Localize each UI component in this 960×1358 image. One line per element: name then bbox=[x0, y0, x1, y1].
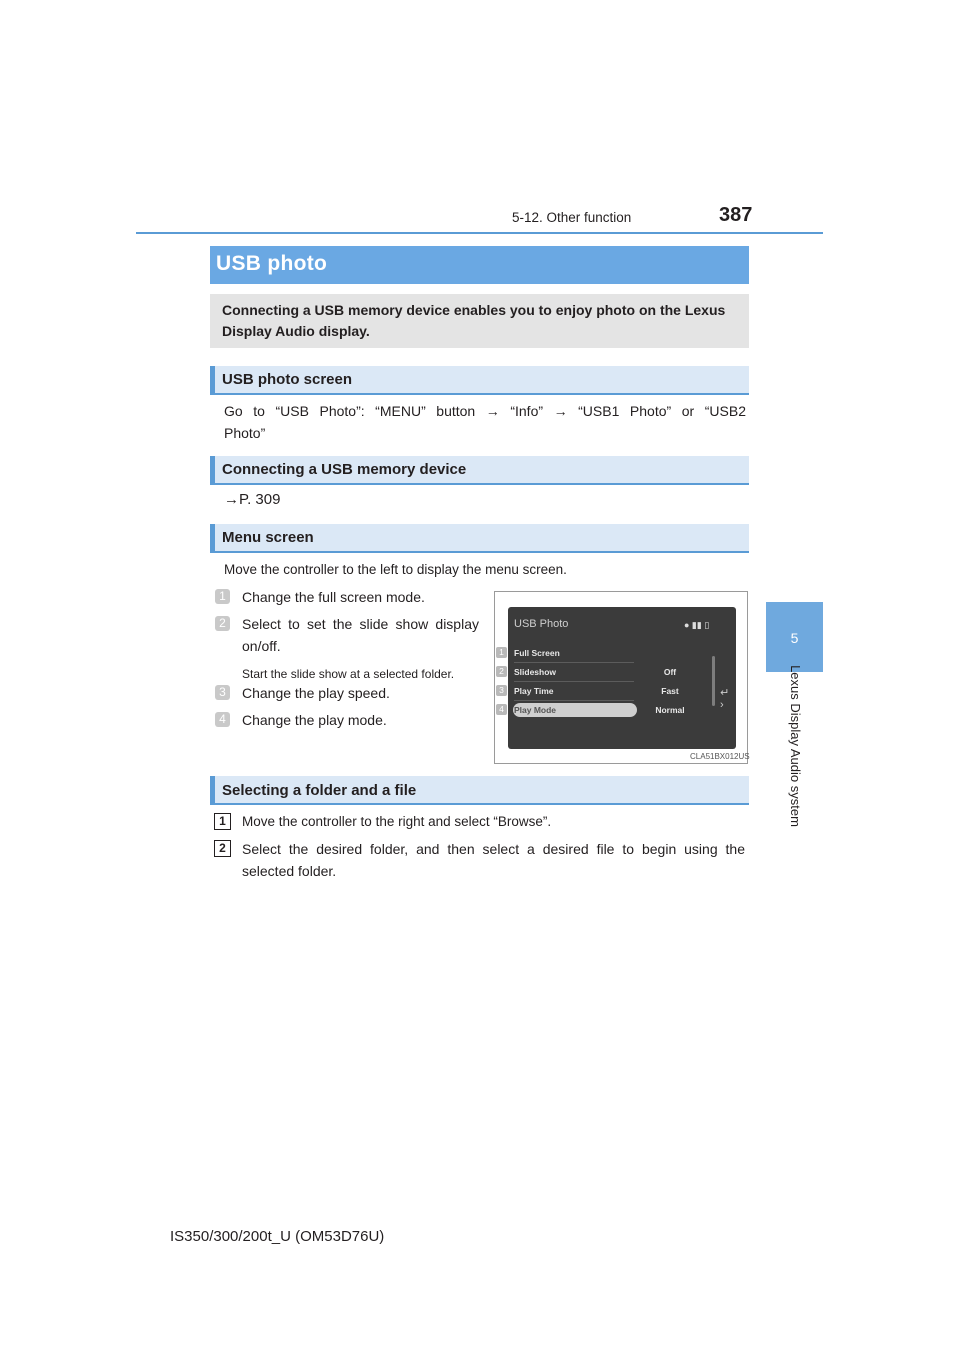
model-footer: IS350/300/200t_U (OM53D76U) bbox=[170, 1228, 385, 1245]
screen-value-play-time: Fast bbox=[661, 686, 679, 696]
screen-value-play-mode: Normal bbox=[655, 705, 685, 715]
menu-item-description: Select to set the slide show display bbox=[242, 616, 479, 632]
row-divider bbox=[514, 681, 634, 682]
section-heading-connecting: Connecting a USB memory device bbox=[222, 461, 467, 478]
chapter-tab-label: Lexus Display Audio system bbox=[788, 665, 803, 827]
signal-icon: ● ▮▮ ▯ bbox=[684, 620, 710, 630]
step-text: selected folder. bbox=[242, 863, 337, 879]
menu-item-description: on/off. bbox=[242, 638, 281, 654]
row-divider bbox=[514, 700, 634, 701]
page-reference-link[interactable]: →P. 309 bbox=[224, 491, 281, 508]
scroll-indicator bbox=[712, 656, 715, 706]
screen-menu-slideshow: Slideshow bbox=[514, 667, 557, 677]
screen-callout-number: 4 bbox=[496, 704, 507, 715]
screen-menu-play-time: Play Time bbox=[514, 686, 554, 696]
section-heading-stripe bbox=[210, 456, 215, 485]
step-number: 1 bbox=[214, 813, 231, 830]
section-heading-stripe bbox=[210, 776, 215, 805]
menu-item-description: Change the play mode. bbox=[242, 712, 387, 728]
menu-screen-instruction: Move the controller to the left to display the menu screen. bbox=[224, 562, 567, 577]
intro-text: Connecting a USB memory device enables you to enjoy photo on the Lexus Display Audio display. bbox=[222, 302, 726, 339]
page-title: USB photo bbox=[216, 252, 328, 275]
screen-title: USB Photo bbox=[514, 618, 569, 630]
step-number: 2 bbox=[214, 840, 231, 857]
row-divider bbox=[514, 662, 634, 663]
screen-callout-number: 2 bbox=[496, 666, 507, 677]
section-heading-menu-screen: Menu screen bbox=[222, 529, 314, 546]
running-header-section: 5-12. Other function bbox=[512, 210, 632, 225]
callout-number: 3 bbox=[215, 685, 230, 700]
screen-menu-play-mode: Play Mode bbox=[514, 705, 557, 715]
usb-photo-screen-line-2: Photo” bbox=[224, 425, 266, 441]
menu-item-note: Start the slide show at a selected folder. bbox=[242, 667, 455, 681]
screen-callout-number: 3 bbox=[496, 685, 507, 696]
image-code: CLA51BX012US bbox=[690, 752, 750, 761]
page-number: 387 bbox=[719, 204, 753, 226]
step-text: Move the controller to the right and select “Browse”. bbox=[242, 814, 552, 829]
screen-value-slideshow: Off bbox=[663, 667, 677, 677]
section-heading-stripe bbox=[210, 524, 215, 553]
section-heading-stripe bbox=[210, 366, 215, 395]
usb-photo-screen-line-1: Go to “USB Photo”: “MENU” button → “Info” → “USB1 Photo” or “USB2 bbox=[224, 403, 746, 419]
callout-number: 1 bbox=[215, 589, 230, 604]
back-arrow-icon: ↵ › bbox=[720, 687, 730, 711]
section-heading-usb-photo-screen: USB photo screen bbox=[222, 371, 353, 388]
header-rule bbox=[136, 232, 823, 234]
menu-item-description: Change the play speed. bbox=[242, 685, 390, 701]
callout-number: 4 bbox=[215, 712, 230, 727]
chapter-tab-number: 5 bbox=[790, 630, 799, 646]
screen-menu-full-screen: Full Screen bbox=[514, 648, 560, 658]
callout-number: 2 bbox=[215, 616, 230, 631]
menu-item-description: Change the full screen mode. bbox=[242, 589, 425, 605]
screen-callout-number: 1 bbox=[496, 647, 507, 658]
section-heading-selecting-folder: Selecting a folder and a file bbox=[222, 782, 417, 799]
step-text: Select the desired folder, and then select a desired file to begin using the bbox=[242, 841, 745, 857]
